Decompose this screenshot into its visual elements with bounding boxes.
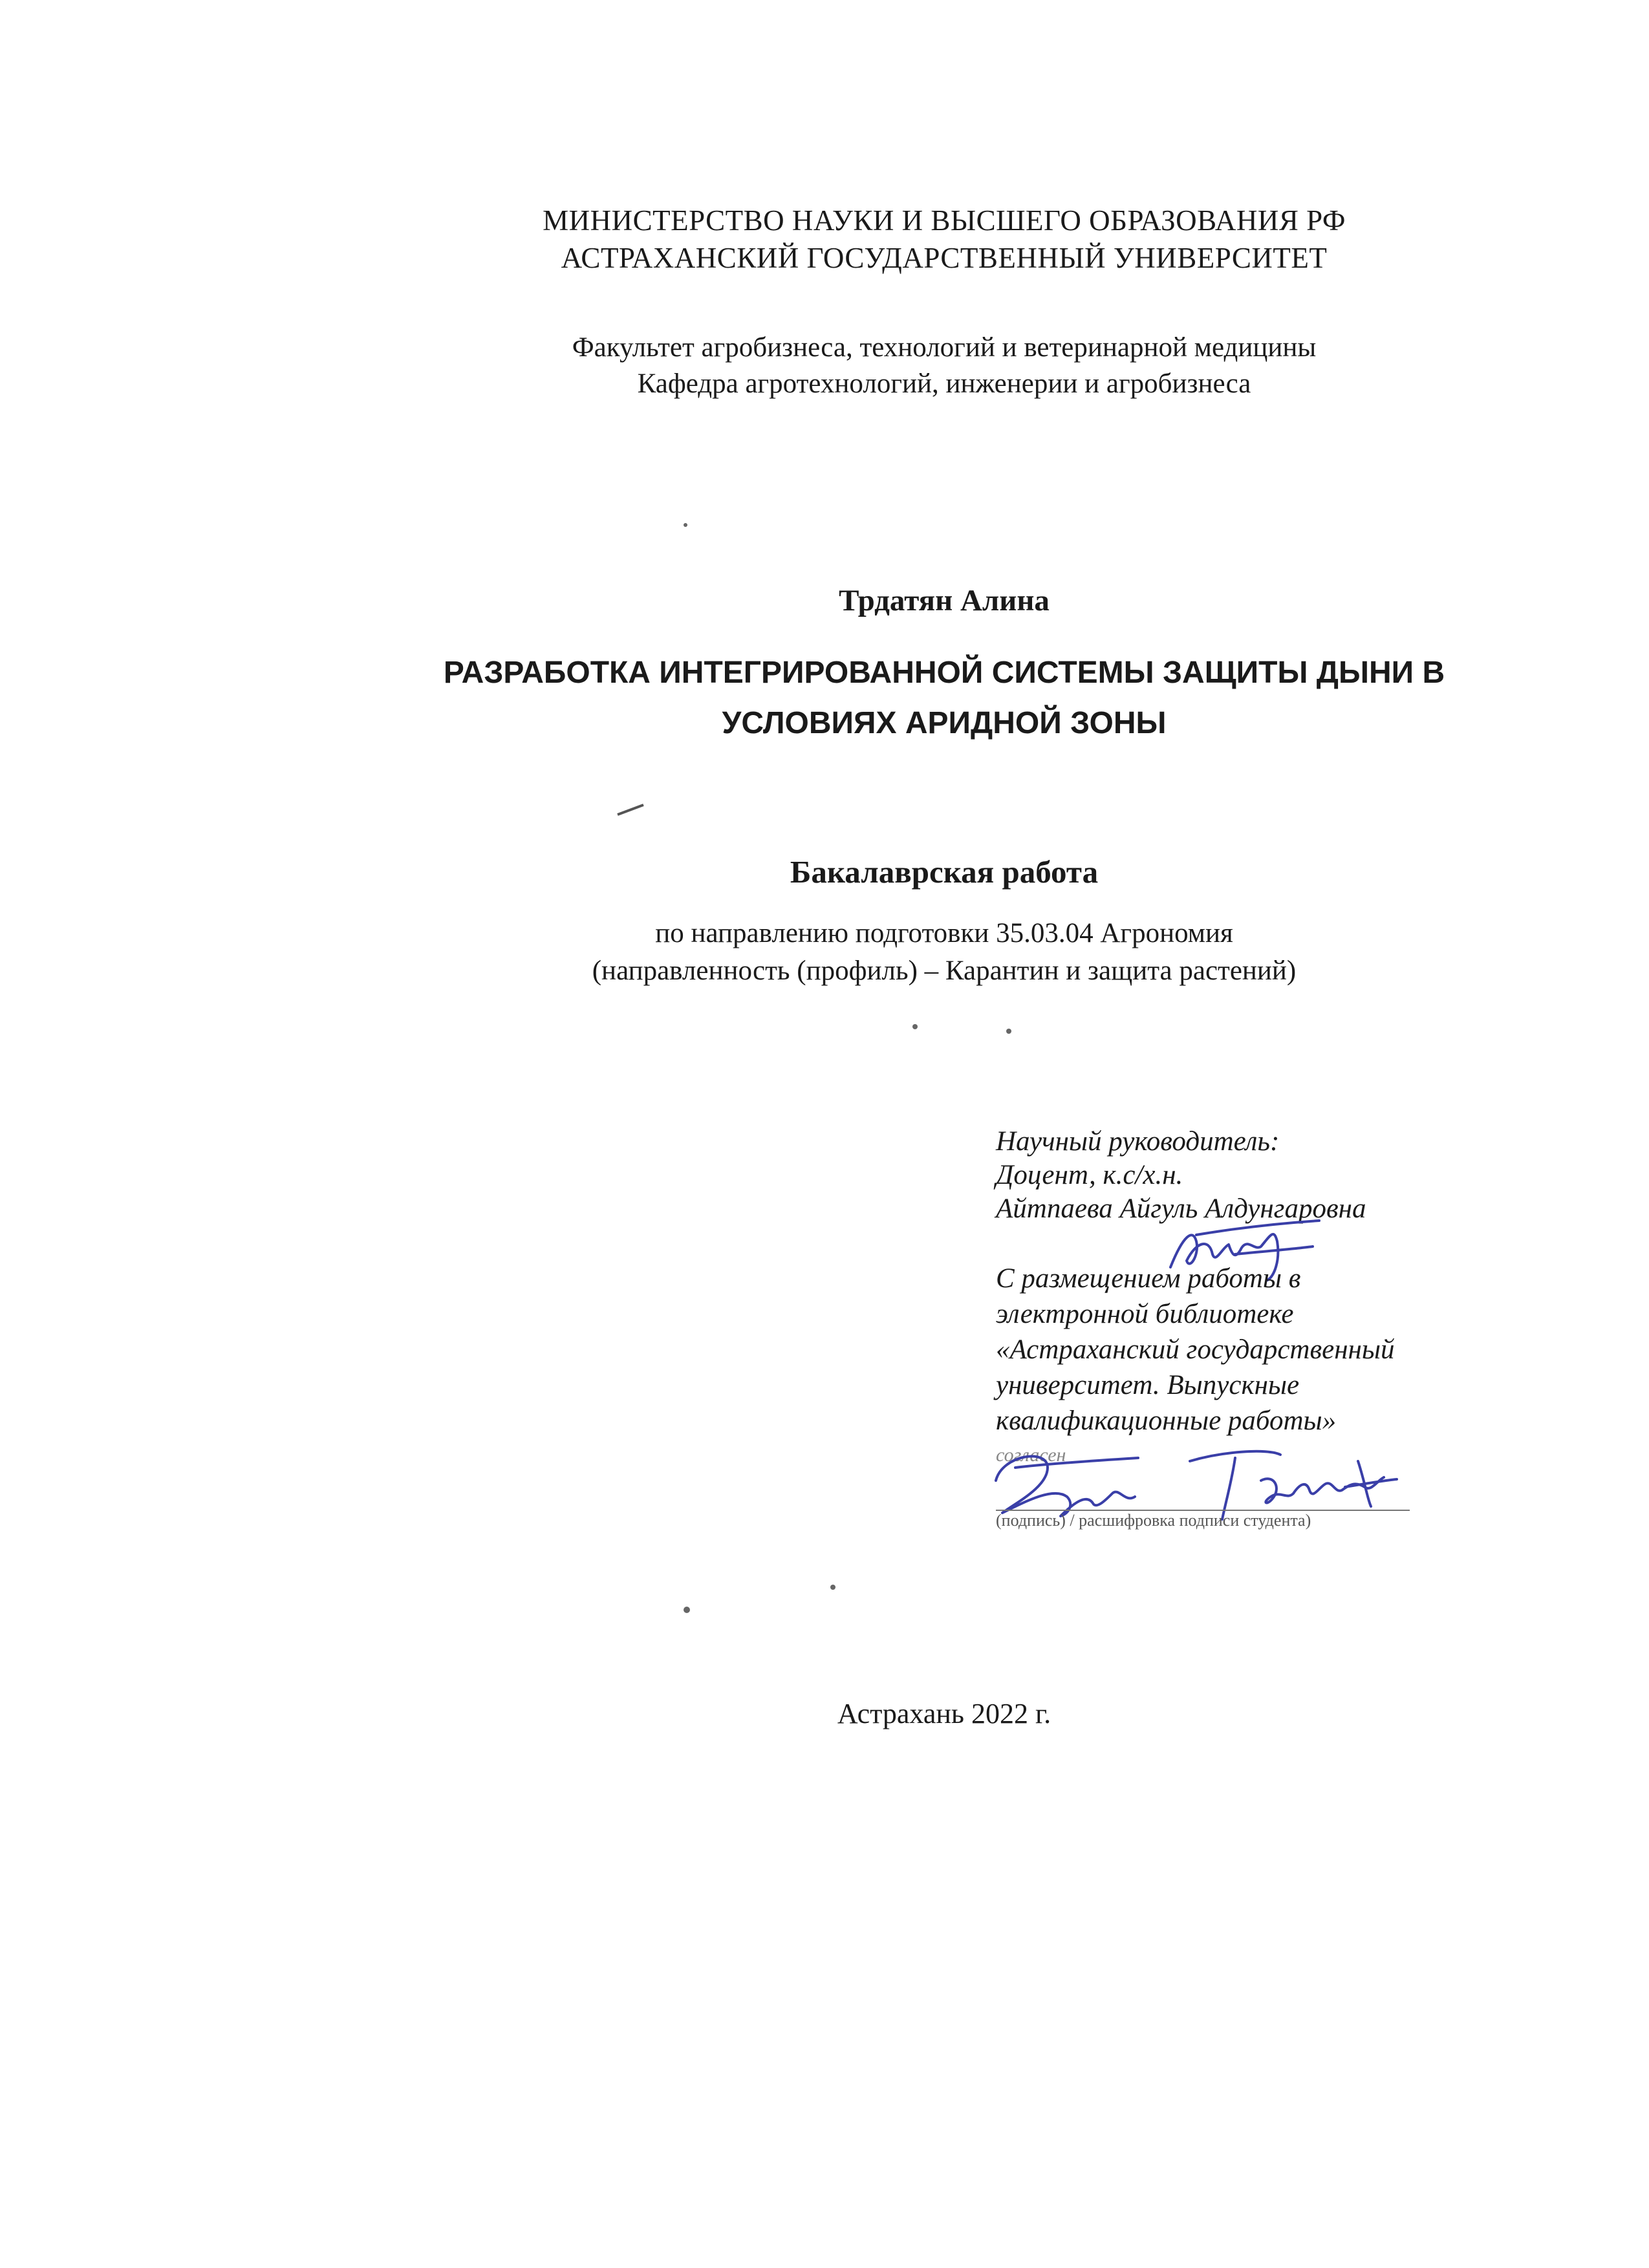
university-name: АСТРАХАНСКИЙ ГОСУДАРСТВЕННЫЙ УНИВЕРСИТЕТ	[561, 242, 1328, 274]
scan-speck	[1006, 1029, 1011, 1034]
supervisor-position: Доцент, к.с/х.н.	[996, 1160, 1183, 1190]
study-profile: (направленность (профиль) – Карантин и защита растений)	[592, 956, 1297, 986]
scan-speck	[912, 1024, 918, 1029]
scan-mark	[618, 805, 643, 815]
supervisor-name: Айтпаева Айгуль Алдунгаровна	[996, 1193, 1366, 1224]
thesis-title-line-1: РАЗРАБОТКА ИНТЕГРИРОВАННОЙ СИСТЕМЫ ЗАЩИТЫ ДЫНИ В	[443, 656, 1445, 690]
thesis-title-line-2: УСЛОВИЯХ АРИДНОЙ ЗОНЫ	[722, 706, 1167, 740]
signature-caption: (подпись) / расшифровка подписи студента)	[996, 1511, 1311, 1530]
supervisor-label: Научный руководитель:	[996, 1126, 1280, 1157]
faculty-name: Факультет агробизнеса, технологий и ветеринарной медицины	[572, 332, 1317, 363]
ministry-name: МИНИСТЕРСТВО НАУКИ И ВЫСШЕГО ОБРАЗОВАНИЯ РФ	[543, 204, 1346, 237]
department-name: Кафедра агротехнологий, инженерии и агробизнеса	[637, 369, 1251, 399]
approval-line-5: квалификационные работы»	[996, 1406, 1337, 1436]
scan-speck	[684, 1607, 690, 1613]
work-type: Бакалаврская работа	[790, 854, 1099, 890]
study-direction: по направлению подготовки 35.03.04 Агрономия	[655, 918, 1233, 948]
author-name: Трдатян Алина	[839, 584, 1050, 617]
scan-speck	[684, 523, 687, 527]
scan-speck	[830, 1585, 835, 1590]
approval-consent: согласен	[996, 1444, 1066, 1466]
approval-line-2: электронной библиотеке	[996, 1299, 1294, 1329]
approval-line-1: С размещением работы в	[996, 1263, 1301, 1294]
approval-line-4: университет. Выпускные	[996, 1370, 1300, 1400]
approval-line-3: «Астраханский государственный	[996, 1334, 1395, 1365]
city-year: Астрахань 2022 г.	[837, 1698, 1051, 1729]
